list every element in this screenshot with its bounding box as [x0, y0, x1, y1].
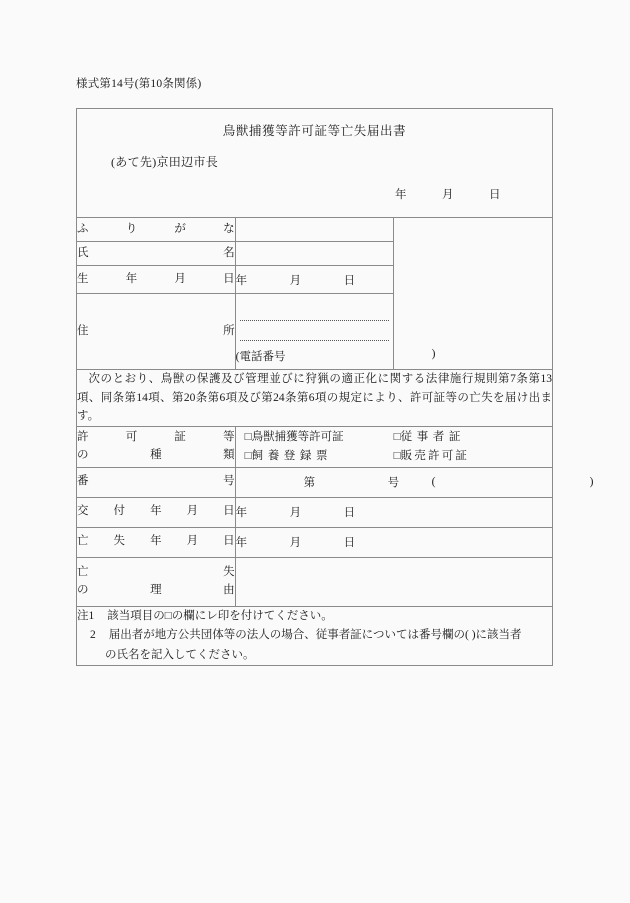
issue-date-label: 交付年月日 [77, 497, 236, 527]
form-number-label: 様式第14号(第10条関係) [76, 78, 202, 90]
address-input-area[interactable] [235, 294, 436, 370]
submission-month-label: 月 [442, 189, 454, 201]
note-1-marker: 注1 [77, 609, 95, 622]
loss-reason-label-line1: 亡失 [77, 566, 235, 579]
loss-year-label: 年 [235, 537, 248, 550]
permit-option-row-1 [236, 428, 552, 446]
loss-reason-label-line2: の理由 [77, 583, 235, 596]
legal-paragraph-text: 次のとおり、鳥獣の保護及び管理並びに狩猟の適正化に関する法律施行規則第7条第13項、同条第14項、第20条第6項及び第24条第6項の規定により、許可証等の亡失を届け出ます。 [77, 373, 552, 423]
loss-date-label: 亡失年月日 [77, 527, 236, 557]
submission-date-line [395, 186, 501, 202]
loss-month-label: 月 [289, 537, 302, 550]
name-label: 氏名 [77, 242, 236, 266]
checkbox-sales-permit-label: 販売許可証 [400, 449, 470, 462]
note-2-continued: の氏名を記入してください。 [105, 648, 255, 661]
number-paren-close: ) [589, 476, 594, 489]
telephone-line[interactable] [235, 347, 436, 364]
furigana-input[interactable] [235, 218, 394, 242]
notification-form-table [76, 108, 594, 666]
submission-year-label: 年 [395, 189, 407, 201]
address-line-1 [240, 319, 390, 321]
header-row [77, 109, 553, 218]
document-title: 鳥獣捕獲等許可証等亡失届出書 [222, 124, 407, 138]
issue-date-input[interactable] [235, 497, 552, 527]
birth-year-label: 年 [235, 274, 248, 287]
number-prefix-dai: 第 [303, 477, 316, 490]
note-1-text: 該当項目の□の欄にレ印を付けてください。 [107, 609, 333, 622]
permit-type-label-line2: の種類 [77, 448, 235, 461]
furigana-label: ふりがな [77, 218, 236, 242]
loss-reason-label [77, 557, 236, 606]
submission-day-label: 日 [489, 189, 501, 201]
loss-date-input[interactable] [235, 527, 552, 557]
checkbox-breeding-registration-label: 飼養登録票 [251, 449, 333, 462]
furigana-row [77, 218, 553, 242]
checkbox-icon[interactable]: □ [393, 431, 401, 444]
birth-day-label: 日 [343, 274, 356, 287]
notes-cell [77, 606, 553, 665]
checkbox-worker-certificate[interactable] [386, 428, 465, 446]
permit-number-label: 番号 [77, 467, 236, 497]
number-suffix-gou: 号 [387, 477, 400, 490]
legal-paragraph-row [77, 370, 553, 427]
addressee-label: (あて先)京田辺市長 [111, 155, 218, 169]
loss-day-label: 日 [343, 537, 356, 550]
permit-option-row-2 [236, 447, 552, 465]
telephone-paren-close: ) [431, 347, 436, 360]
permit-number-row [77, 467, 553, 497]
permit-type-row [77, 426, 553, 467]
checkbox-icon[interactable]: □ [244, 431, 252, 444]
loss-reason-row [77, 557, 553, 606]
issue-year-label: 年 [235, 507, 248, 520]
number-paren-open: ( [431, 476, 436, 489]
checkbox-icon[interactable]: □ [244, 449, 252, 462]
seal-box[interactable] [394, 218, 553, 370]
address-label: 住所 [77, 294, 236, 370]
checkbox-breeding-registration[interactable] [236, 447, 386, 465]
issue-month-label: 月 [289, 507, 302, 520]
note-2 [77, 626, 552, 645]
birthdate-label: 生年月日 [77, 266, 236, 294]
note-2-text: 届出者が地方公共団体等の法人の場合、従事者証については番号欄の( )に該当者 [108, 629, 522, 642]
address-line-2 [240, 339, 390, 341]
issue-date-row [77, 497, 553, 527]
checkbox-capture-permit[interactable] [236, 428, 386, 446]
loss-reason-input[interactable] [235, 557, 552, 606]
permit-type-label [77, 426, 236, 467]
checkbox-worker-certificate-label: 従事者証 [400, 431, 466, 444]
permit-number-input[interactable] [235, 467, 594, 497]
note-2-marker: 2 [90, 629, 96, 642]
checkbox-icon[interactable]: □ [393, 449, 401, 462]
birth-month-label: 月 [289, 274, 302, 287]
telephone-label: (電話番号 [235, 350, 286, 363]
permit-type-label-line1: 許可証等 [77, 431, 235, 444]
notes-row [77, 606, 553, 665]
header-cell [77, 109, 553, 218]
permit-type-options [235, 426, 552, 467]
checkbox-sales-permit[interactable] [386, 447, 469, 465]
legal-paragraph-cell [77, 370, 553, 427]
loss-date-row [77, 527, 553, 557]
issue-day-label: 日 [343, 507, 356, 520]
birthdate-input[interactable] [235, 266, 394, 294]
checkbox-capture-permit-label: 鳥獣捕獲等許可証 [251, 431, 344, 444]
name-input[interactable] [235, 242, 394, 266]
note-1 [77, 607, 552, 626]
